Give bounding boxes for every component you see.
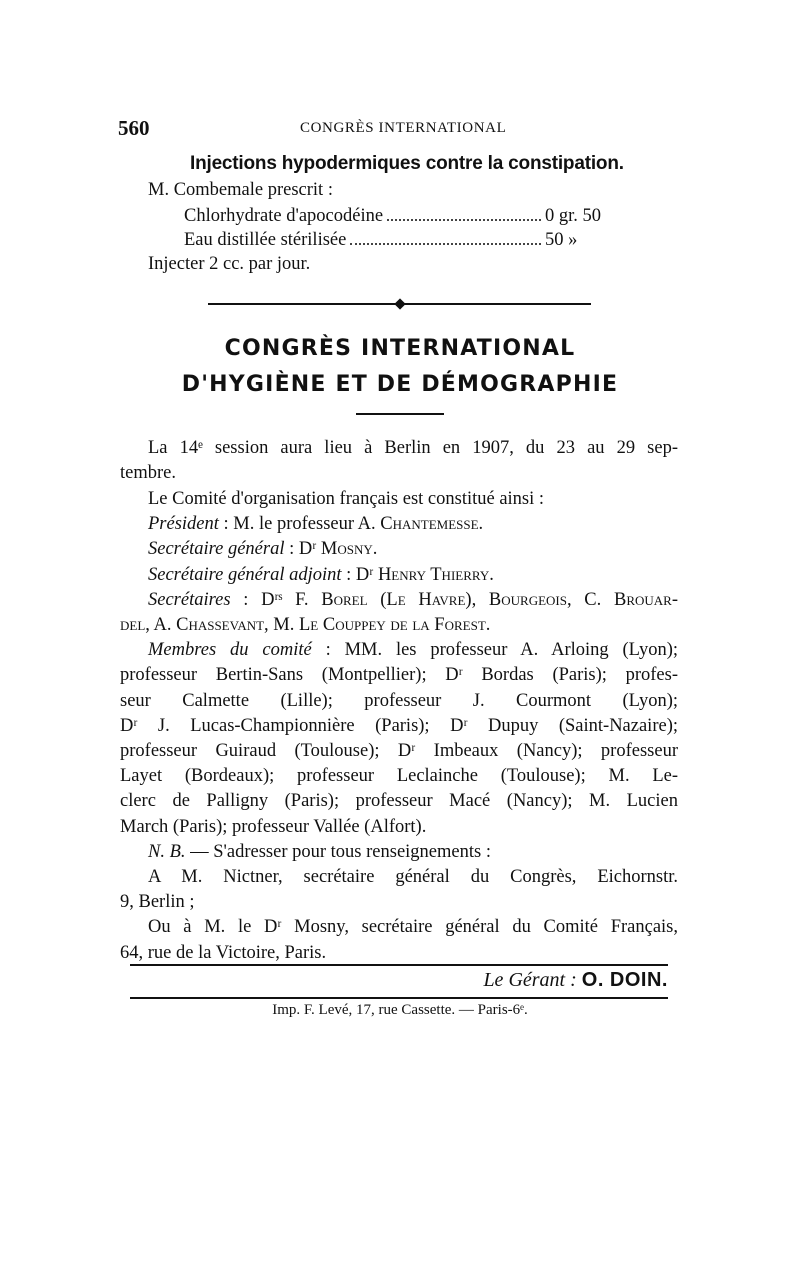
prescription-heading: Injections hypodermiques contre la constipation. xyxy=(190,153,624,174)
members-line xyxy=(120,638,678,663)
address-2-line-2: 64, rue de la Victoire, Paris. xyxy=(120,942,327,963)
deputy-secretary-label: Secrétaire général adjoint xyxy=(148,564,342,585)
members-line-8: March (Paris); professeur Vallée (Alfort). xyxy=(120,816,427,837)
president-label: Président xyxy=(148,514,219,535)
secretaries-text: : Dʳˢ F. Borel (Le Havre), Bourgeois, C. Brouar- xyxy=(230,589,678,610)
deputy-secretary-line xyxy=(120,563,678,588)
recipe-item-qty: 50 » xyxy=(545,230,578,250)
recipe-item-1 xyxy=(184,206,627,227)
members-line-2: professeur Bertin-Sans (Montpellier); Dʳ Bordas (Paris); profes- xyxy=(120,665,678,686)
nota-bene-label: N. B. xyxy=(148,841,186,862)
members-line-5: professeur Guiraud (Toulouse); Dʳ Imbeaux (Nancy); professeur xyxy=(120,741,678,762)
page-number: 560 xyxy=(118,116,150,140)
secretaries-line xyxy=(120,588,678,613)
members-text: : MM. les professeur A. Arloing (Lyon); xyxy=(311,640,678,661)
secretary-general-value: : Dʳ xyxy=(284,539,321,560)
leader-dots xyxy=(350,243,541,245)
divider-ornament xyxy=(394,298,405,309)
members-line-7: clerc de Palligny (Paris); professeur Macé (Nancy); M. Lucien xyxy=(120,791,678,812)
recipe-item-name: Eau distillée stérilisée xyxy=(184,230,347,250)
secretary-general-label: Secrétaire général xyxy=(148,539,285,560)
gerant-name: O. DOIN. xyxy=(581,969,668,991)
president-line xyxy=(120,512,678,537)
section-title-line1: CONGRÈS INTERNATIONAL xyxy=(224,336,576,361)
leader-dots xyxy=(387,219,541,221)
deputy-secretary-value: : Dʳ xyxy=(341,564,378,585)
recipe-item-2 xyxy=(184,230,627,251)
members-label: Membres du comité xyxy=(148,640,312,661)
committee-paragraph xyxy=(120,487,678,966)
secretary-general-line xyxy=(120,537,678,562)
members-line-6: Layet (Bordeaux); professeur Leclainche (Toulouse); M. Le- xyxy=(120,766,678,787)
members-line-3: seur Calmette (Lille); professeur J. Courmont (Lyon); xyxy=(120,690,678,711)
title-underline xyxy=(356,413,444,415)
footer-rule-bottom xyxy=(130,997,668,999)
session-paragraph xyxy=(120,436,678,486)
members-line-4: Dʳ J. Lucas-Championnière (Paris); Dʳ Dupuy (Saint-Nazaire); xyxy=(120,715,678,736)
gerant-signature xyxy=(483,969,668,992)
address-1-line-2: 9, Berlin ; xyxy=(120,892,195,913)
prescription-dosage: Injecter 2 cc. par jour. xyxy=(148,254,311,274)
section-title-line2: D'HYGIÈNE ET DE DÉMOGRAPHIE xyxy=(181,372,619,397)
session-line: La 14ᵉ session aura lieu à Berlin en 1907, du 23 au 29 sep- xyxy=(148,438,678,458)
session-line: tembre. xyxy=(120,463,176,484)
prescription-intro: M. Combemale prescrit : xyxy=(148,180,333,200)
address-1-line: A M. Nictner, secrétaire général du Congrès, Eichornstr. xyxy=(148,867,678,888)
committee-intro: Le Comité d'organisation français est constitué ainsi : xyxy=(148,489,545,509)
president-name: Chantemesse. xyxy=(380,514,484,535)
deputy-secretary-name: Henry Thierry. xyxy=(377,564,494,585)
secretaries-line-2: del, A. Chassevant, M. Le Couppey de la Forest. xyxy=(120,615,491,636)
running-header xyxy=(118,116,678,140)
imprint-line: Imp. F. Levé, 17, rue Cassette. — Paris-6ᵉ. xyxy=(272,1002,528,1018)
president-value: : M. le professeur A. xyxy=(218,514,381,535)
secretaries-label: Secrétaires xyxy=(148,589,231,610)
recipe-item-qty: 0 gr. 50 xyxy=(545,206,602,226)
running-head-title: CONGRÈS INTERNATIONAL xyxy=(300,120,507,136)
recipe-item-name: Chlorhydrate d'apocodéine xyxy=(184,206,384,226)
gerant-label: Le Gérant : xyxy=(483,969,577,991)
nota-bene-text: — S'adresser pour tous renseignements : xyxy=(185,841,491,862)
address-2-line: Ou à M. le Dʳ Mosny, secrétaire général du Comité Français, xyxy=(148,917,678,938)
secretary-general-name: Mosny. xyxy=(320,539,378,560)
footer-rule-top xyxy=(130,964,668,966)
nota-bene-line xyxy=(120,840,678,865)
